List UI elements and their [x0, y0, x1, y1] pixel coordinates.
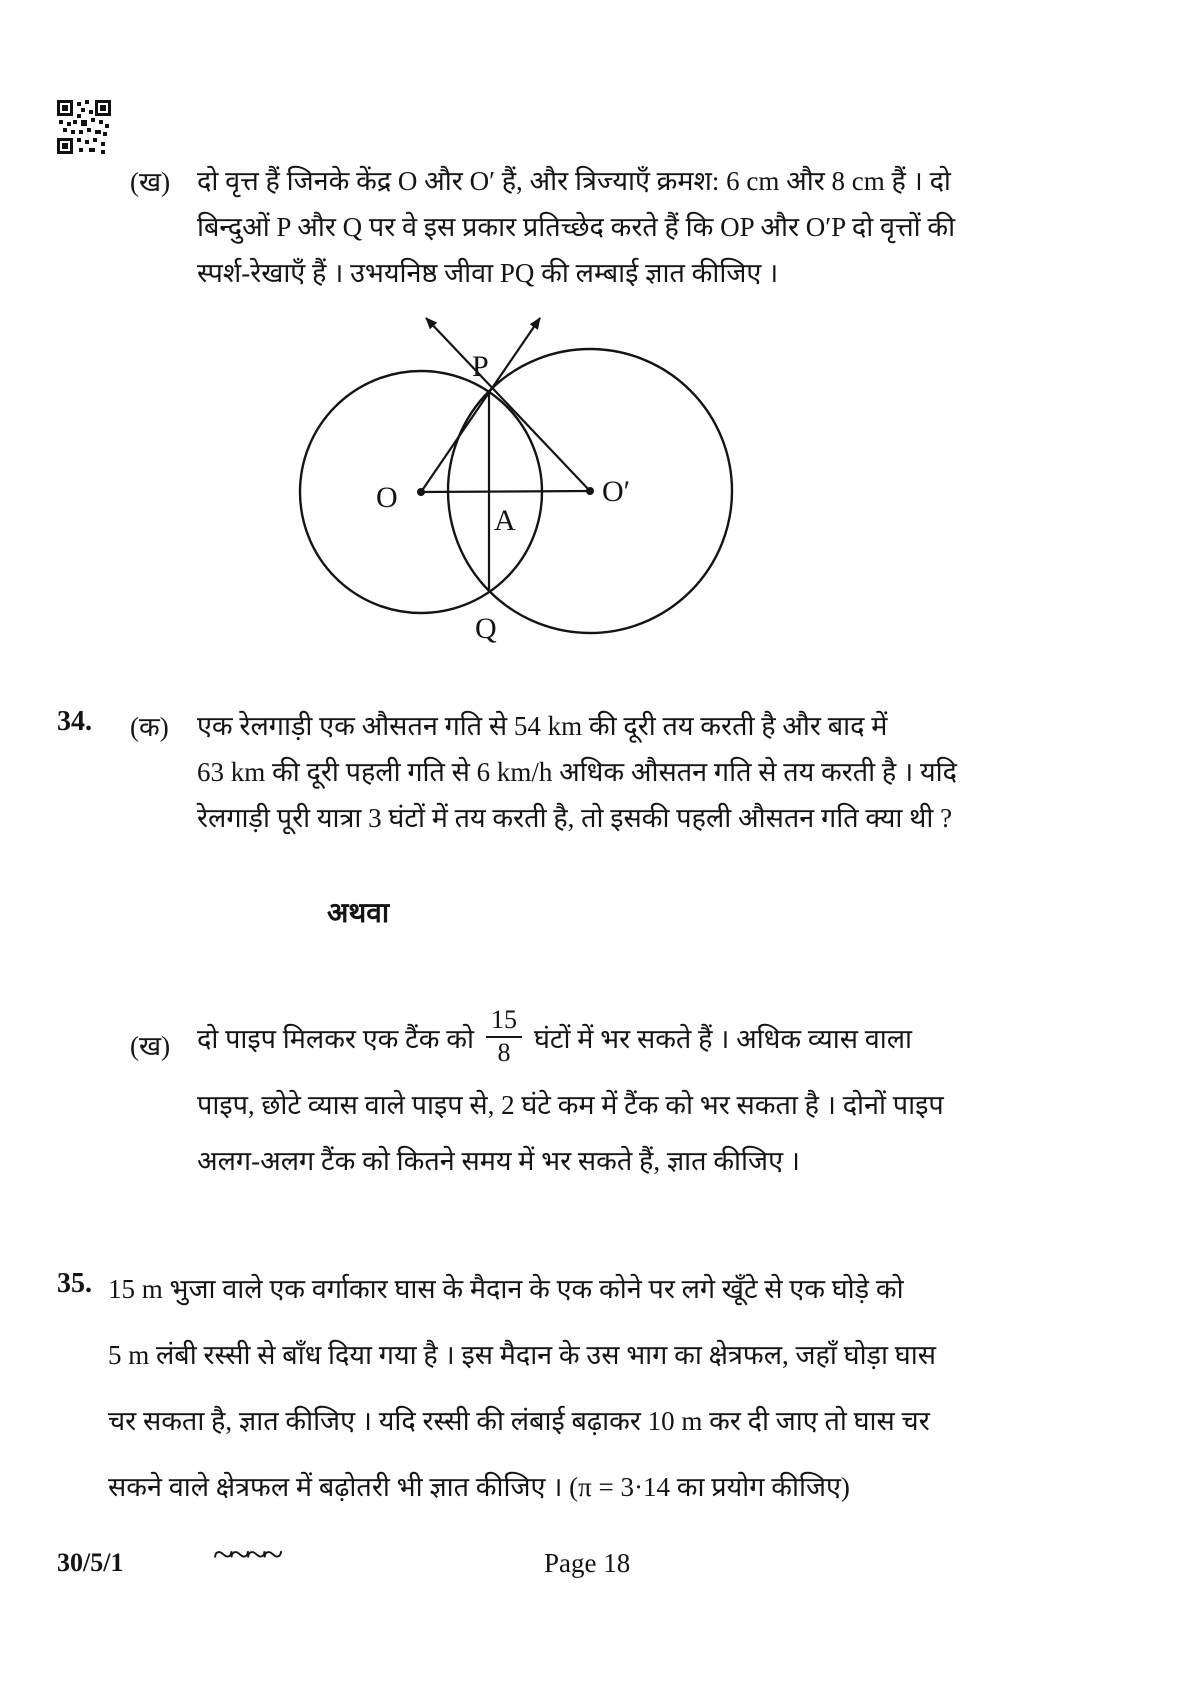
circles-diagram-svg: [268, 295, 753, 645]
question-line: सकने वाले क्षेत्रफल में बढ़ोतरी भी ज्ञात कीजिए । (π = 3·14 का प्रयोग कीजिए): [108, 1472, 850, 1502]
q34-number: 34.: [57, 706, 92, 737]
label-q: Q: [475, 612, 497, 645]
label-p: P: [472, 350, 489, 383]
qr-code: [57, 100, 111, 154]
fraction-denominator: 8: [497, 1038, 511, 1067]
q33b-text: [197, 158, 955, 296]
q34b-line1-after: घंटों में भर सकते हैं । अधिक व्यास वाला: [533, 1023, 913, 1054]
fraction-15-8: [486, 1006, 522, 1067]
q34b-line2: पाइप, छोटे व्यास वाले पाइप से, 2 घंटे कम में टैंक को भर सकता है । दोनों पाइप: [197, 1090, 944, 1120]
label-a: A: [494, 504, 516, 537]
footer-paper-code: 30/5/1: [57, 1548, 124, 1577]
or-heading: अथवा: [327, 898, 390, 929]
q33b-part-label: (ख): [130, 167, 171, 197]
question-line: 63 km की दूरी पहली गति से 6 km/h अधिक औसतन गति से तय करती है । यदि: [197, 757, 957, 787]
circles-diagram: [268, 295, 753, 645]
question-line: स्पर्श-रेखाएँ हैं । उभयनिष्ठ जीवा PQ की लम्बाई ज्ञात कीजिए ।: [197, 258, 779, 288]
line-of-centers: [421, 491, 590, 492]
fraction-numerator: 15: [486, 1006, 522, 1038]
qr-code-graphic: [57, 100, 111, 154]
label-o: O: [376, 481, 398, 514]
question-line: 15 m भुजा वाले एक वर्गाकार घास के मैदान के एक कोने पर लगे खूँटे से एक घोड़े को: [108, 1274, 904, 1304]
q34a-part-label: (क): [130, 712, 169, 742]
q34b-line3: अलग-अलग टैंक को कितने समय में भर सकते हैं, ज्ञात कीजिए ।: [197, 1146, 800, 1176]
question-line: एक रेलगाड़ी एक औसतन गति से 54 km की दूरी तय करती है और बाद में: [197, 711, 888, 741]
q34b-part-label: (ख): [130, 1031, 171, 1061]
question-line: चर सकता है, ज्ञात कीजिए । यदि रस्सी की लंबाई बढ़ाकर 10 m कर दी जाए तो घास चर: [108, 1406, 930, 1436]
question-line: बिन्दुओं P और Q पर वे इस प्रकार प्रतिच्छेद करते हैं कि OP और O′P दो वृत्तों की: [197, 212, 956, 242]
q34b-line1-before: दो पाइप मिलकर एक टैंक को: [197, 1023, 474, 1054]
label-o-prime: O′: [602, 475, 631, 508]
q34b-line1: [197, 1002, 912, 1072]
tangent-ray-op: [421, 318, 540, 492]
footer-squiggle: ~~~~: [213, 1534, 280, 1576]
question-line: रेलगाड़ी पूरी यात्रा 3 घंटों में तय करती है, तो इसकी पहली औसतन गति क्या थी ?: [197, 803, 953, 833]
question-line: दो वृत्त हैं जिनके केंद्र O और O′ हैं, और त्रिज्याएँ क्रमश: 6 cm और 8 cm हैं । दो: [197, 166, 951, 196]
question-line: 5 m लंबी रस्सी से बाँध दिया गया है । इस मैदान के उस भाग का क्षेत्रफल, जहाँ घोड़ा घास: [108, 1340, 936, 1370]
q34a-text: [197, 703, 957, 841]
footer-page-label: Page 18: [544, 1548, 631, 1578]
q35-number: 35.: [57, 1268, 92, 1299]
q35-text: [108, 1266, 936, 1530]
